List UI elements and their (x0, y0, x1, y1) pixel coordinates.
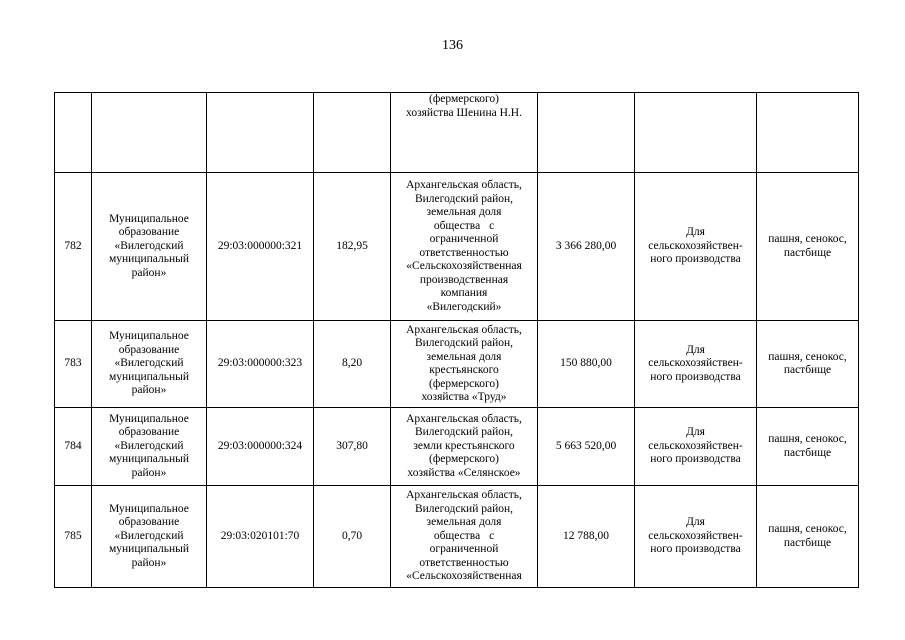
owner-line: муниципальный (108, 453, 190, 466)
owner-line: муниципальный (108, 253, 190, 266)
use-line: Для (686, 226, 705, 239)
table-row (55, 173, 859, 321)
cell-location (391, 408, 538, 486)
cell-owner (92, 321, 207, 408)
location-line: ответственностью (419, 246, 509, 259)
location-line: компания (440, 287, 488, 299)
location-line: Архангельская область, (406, 412, 522, 425)
cell-cadastral: 29:03:000000:324 (207, 408, 314, 486)
owner-line: «Вилегодский (114, 357, 184, 370)
location-line: Архангельская область, (406, 323, 522, 336)
location-line: производственная (419, 273, 509, 286)
location-line: (фермерского) (429, 93, 499, 105)
cell-use (635, 93, 757, 173)
location-line: земли крестьянского (413, 439, 515, 452)
use-line: Для (686, 516, 705, 529)
location-line: ограниченной (429, 233, 499, 245)
land-registry-table (54, 92, 859, 588)
cell-owner (92, 173, 207, 321)
cell-use (635, 408, 757, 486)
cell-land-type (757, 321, 859, 408)
land-line: пашня, сенокос, (768, 523, 847, 535)
location-line: Вилегодский район, (414, 502, 514, 515)
cell-number (55, 93, 92, 173)
owner-line: район» (131, 466, 167, 479)
location-line: «Вилегодский» (426, 300, 502, 313)
cell-price: 5 663 520,00 (538, 408, 635, 486)
owner-line: образование (118, 226, 180, 239)
cell-price: 3 366 280,00 (538, 173, 635, 321)
land-line: пашня, сенокос, (768, 233, 847, 245)
location-line: Вилегодский район, (414, 426, 514, 439)
location-line: земельная доля (426, 206, 502, 218)
land-line: пастбище (783, 536, 832, 549)
cell-number: 785 (55, 486, 92, 588)
location-line: земельная доля (426, 350, 502, 363)
cell-area: 307,80 (314, 408, 391, 486)
cell-cadastral: 29:03:000000:321 (207, 173, 314, 321)
owner-line: образование (118, 426, 180, 439)
table-row (55, 486, 859, 588)
land-line: пастбище (783, 446, 832, 459)
cell-land-type (757, 173, 859, 321)
location-line: хозяйства «Труд» (421, 391, 507, 403)
location-line: хозяйства «Селянское» (407, 466, 521, 479)
owner-line: район» (131, 384, 167, 397)
use-line: Для (686, 343, 705, 356)
location-line: «Сельскохозяйственная (406, 260, 522, 272)
cell-area: 0,70 (314, 486, 391, 588)
cell-area: 8,20 (314, 321, 391, 408)
cell-location (391, 93, 538, 173)
owner-line: Муниципальное (109, 412, 189, 425)
use-line: Для (686, 426, 705, 439)
use-line: сельскохозяйствен- (648, 529, 743, 542)
cell-use (635, 321, 757, 408)
cell-land-type (757, 93, 859, 173)
cell-location (391, 486, 538, 588)
page-number: 136 (442, 38, 463, 53)
location-line: (фермерского) (429, 453, 499, 466)
use-line: ного производства (650, 543, 741, 556)
cell-cadastral: 29:03:020101:70 (207, 486, 314, 588)
cell-owner (92, 408, 207, 486)
land-line: пастбище (783, 364, 832, 376)
land-line: пастбище (783, 246, 832, 259)
cell-use (635, 173, 757, 321)
cell-cadastral: 29:03:000000:323 (207, 321, 314, 408)
location-line: земельная доля (426, 516, 502, 529)
use-line: ного производства (650, 253, 741, 266)
cell-price (538, 93, 635, 173)
owner-line: «Вилегодский (114, 439, 184, 452)
table-row (55, 408, 859, 486)
cell-cadastral (207, 93, 314, 173)
cell-price: 12 788,00 (538, 486, 635, 588)
cell-use (635, 486, 757, 588)
cell-location (391, 173, 538, 321)
owner-line: образование (118, 516, 180, 529)
cell-price: 150 880,00 (538, 321, 635, 408)
use-line: сельскохозяйствен- (648, 439, 743, 452)
location-line: общества с (433, 219, 495, 232)
owner-line: Муниципальное (109, 212, 189, 225)
cell-area: 182,95 (314, 173, 391, 321)
owner-line: муниципальный (108, 543, 190, 556)
cell-owner (92, 93, 207, 173)
owner-line: образование (118, 343, 180, 356)
location-line: Архангельская область, (406, 489, 522, 502)
owner-line: «Вилегодский (114, 239, 184, 252)
location-line: общества с (433, 529, 495, 542)
cell-owner (92, 486, 207, 588)
use-line: сельскохозяйствен- (648, 239, 743, 252)
land-line: пашня, сенокос, (768, 433, 847, 445)
cell-number: 783 (55, 321, 92, 408)
location-line: (фермерского) (429, 377, 499, 390)
use-line: сельскохозяйствен- (648, 357, 743, 370)
owner-line: район» (131, 266, 167, 279)
location-line: «Сельскохозяйственная (406, 570, 522, 583)
owner-line: Муниципальное (109, 330, 189, 343)
use-line: ного производства (650, 453, 741, 466)
cell-number: 782 (55, 173, 92, 321)
cell-land-type (757, 486, 859, 588)
location-line: хозяйства Шенина Н.Н. (406, 106, 522, 119)
owner-line: Муниципальное (109, 502, 189, 515)
cell-number: 784 (55, 408, 92, 486)
cell-land-type (757, 408, 859, 486)
owner-line: муниципальный (108, 370, 190, 383)
use-line: ного производства (650, 370, 741, 383)
location-line: крестьянского (429, 364, 499, 376)
owner-line: район» (131, 556, 167, 569)
location-line: ограниченной (429, 543, 499, 556)
cell-location (391, 321, 538, 408)
location-line: Вилегодский район, (414, 192, 514, 205)
location-line: Вилегодский район, (414, 337, 514, 349)
table-row (55, 321, 859, 408)
owner-line: «Вилегодский (114, 529, 184, 542)
location-line: Архангельская область, (406, 179, 522, 191)
table-row-continuation (55, 93, 859, 173)
cell-area (314, 93, 391, 173)
location-line: ответственностью (419, 556, 509, 569)
land-line: пашня, сенокос, (768, 350, 847, 363)
